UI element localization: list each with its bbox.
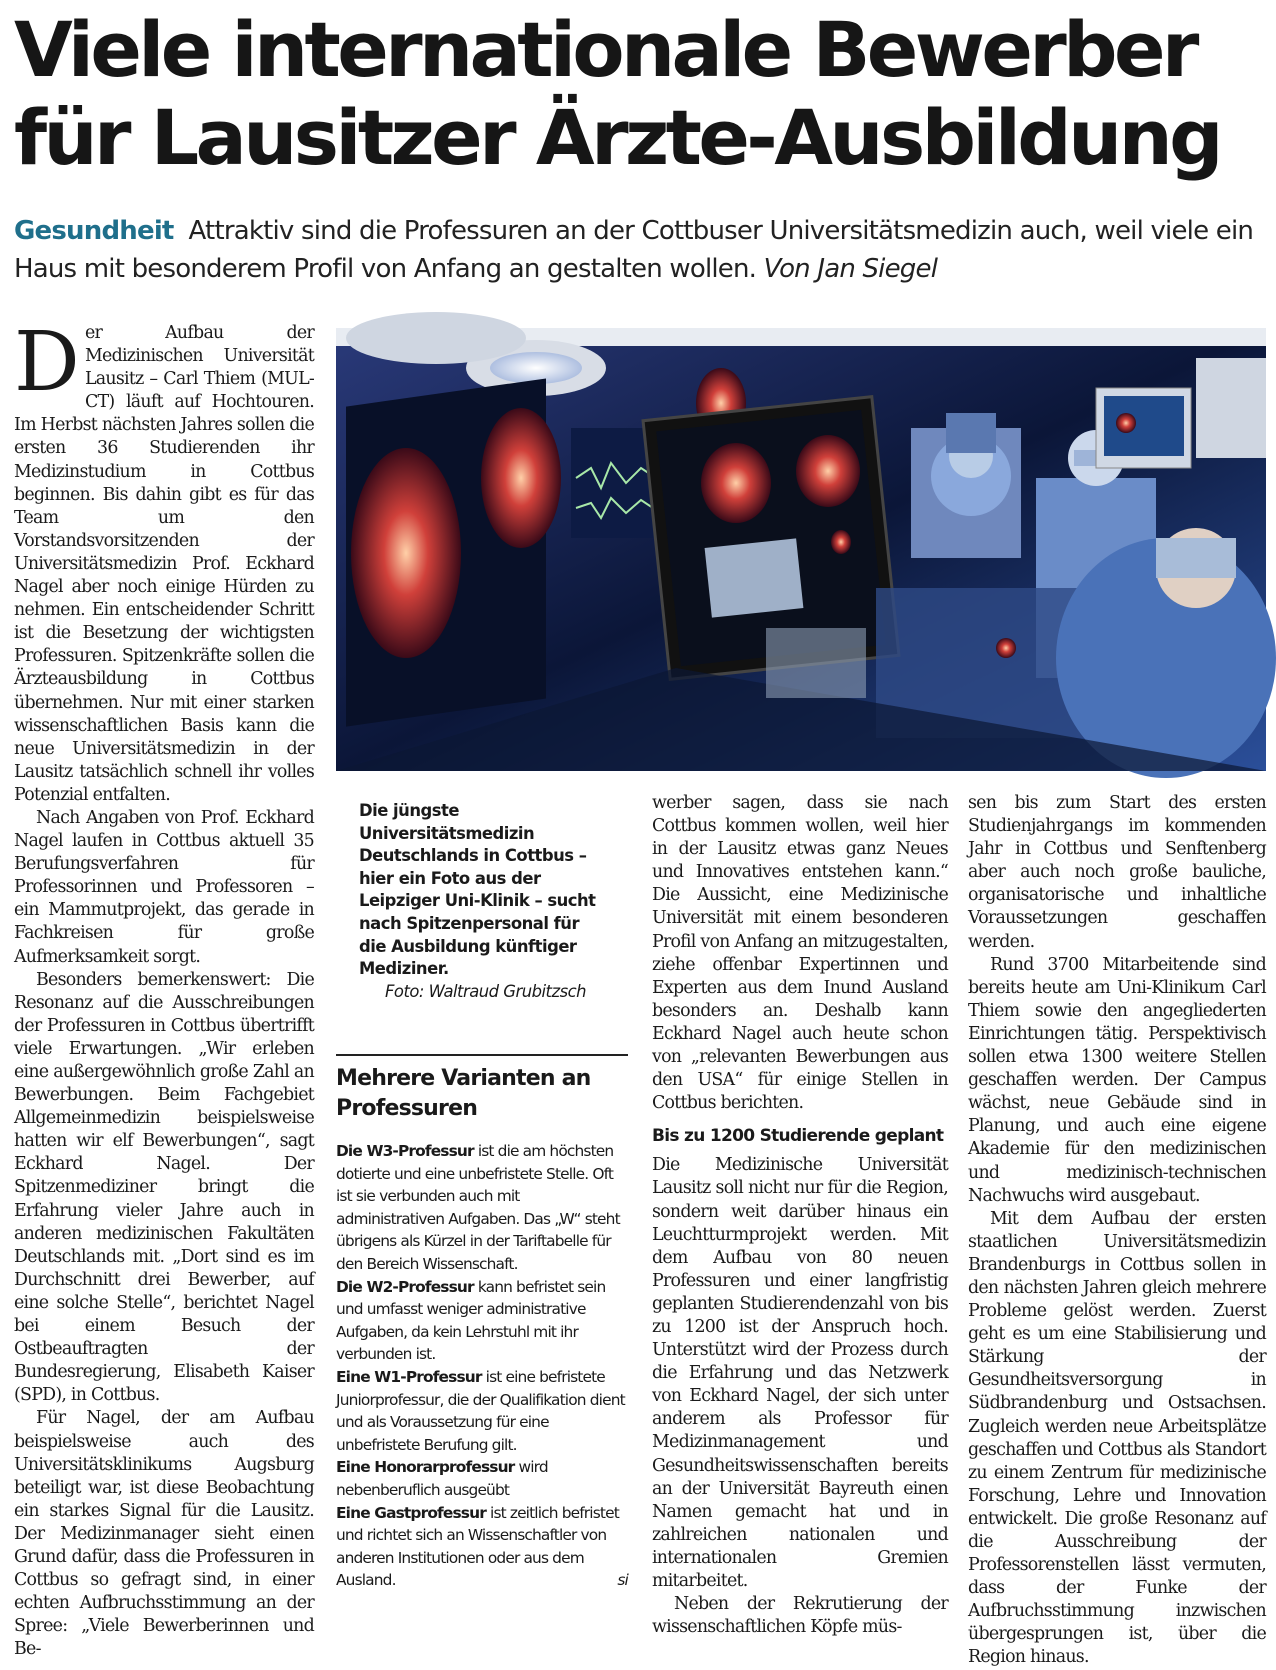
- subheadline: [14, 212, 1264, 288]
- subhead-text: Attraktiv sind die Professuren an der Cottbuser Universitätsmedizin auch, weil viele ein Haus mit besonderem Profil von Anfang an gestalten wollen.: [14, 216, 1254, 284]
- author-initials: si: [617, 1571, 628, 1590]
- headline-line-1: Viele internationale Bewerber: [14, 5, 1196, 94]
- paragraph: Für Nagel, der am Aufbau beispielsweise auch des Universitätsklinikums Augsburg beteiligt war, ist diese Beobachtung ein starkes Signal für die Lausitz. Der Medizinmanager sieht einen Grund dafür, dass die Professuren in Cottbus so gefragt sind, in einer echten Aufbruchsstimmung an der Spree: „Viele Bewerberinnen und Be-: [14, 1408, 314, 1660]
- paragraph: werber sagen, dass sie nach Cottbus kommen wollen, weil hier in der Lausitz etwas ganz Neues und Innovatives entstehen kann.“ Die Aussicht, eine Medizinische Universität mit einem besonderen Profil von Anfang an mitzugestalten, ziehe offenbar Expertinnen und Experten aus dem Inund Ausland besonders an. Deshalb kann Eckhard Nagel auch heute schon von „relevanten Bewerbungen aus den USA“ für einige Stellen in Cottbus berichten.: [652, 793, 948, 1114]
- paragraph: Neben der Rekrutierung der wissenschaftlichen Köpfe müs-: [652, 1594, 948, 1638]
- infobox-item: Eine Honorarprofessur wird nebenberuflich ausgeübt: [336, 1458, 548, 1499]
- article-column-3: [652, 792, 948, 1639]
- lead-paragraph: Der Aufbau der Medizinischen Universität Lausitz – Carl Thiem (MUL-CT) läuft auf Hochtouren. Im Herbst nächsten Jahres sollen die ersten 36 Studierenden ihr Medizinstudium in Cottbus beginnen. Bis dahin gibt es für das Team um den Vorstandsvorsitzenden der Universitätsmedizin Prof. Eckhard Nagel aber noch einige Hürden zu nehmen. Ein entscheidender Schritt ist die Besetzung der wichtigsten Professuren. Spitzenkräfte sollen die Ärzteausbildung in Cottbus übernehmen. Nur mit einer starken wissenschaftlichen Basis kann die neue Universitätsmedizin in der Lausitz tatsächlich schnell ihr volles Potenzial entfalten.: [14, 315, 314, 805]
- paragraph: Rund 3700 Mitarbeitende sind bereits heute am Uni-Klinikum Carl Thiem sowie den angegliederten Einrichtungen tätig. Perspektivisch sollen etwa 1300 weitere Stellen geschaffen werden. Der Campus wächst, neue Gebäude sind in Planung, und auch eine eigene Akademie für den medizinischen und medizinisch-technischen Nachwuchs wird ausgebaut.: [968, 954, 1266, 1206]
- article-column-4: [968, 792, 1266, 1670]
- paragraph: Besonders bemerkenswert: Die Resonanz auf die Ausschreibungen der Professuren in Cottbus übertrifft viele Erwartungen. „Wir erleben eine außergewöhnlich große Zahl an Bewerbungen. Beim Fachgebiet Allgemeinmedizin beispielsweise hatten wir elf Bewerbungen“, sagt Eckhard Nagel. Der Spitzenmediziner bringt die Erfahrung vieler Jahre auch in anderen medizinischen Fakultäten Deutschlands mit. „Dort sind es im Durchschnitt drei Bewerber, auf eine solche Stelle“, berichtet Nagel bei einem Besuch der Ostbeauftragten der Bundesregierung, Elisabeth Kaiser (SPD), in Cottbus.: [14, 969, 314, 1406]
- operating-room-photo: [336, 328, 1266, 771]
- section-subtitle: Bis zu 1200 Studierende geplant: [652, 1126, 944, 1147]
- article-column-1: [14, 315, 314, 1661]
- rubric-label: Gesundheit: [14, 216, 174, 246]
- byline: Von Jan Siegel: [763, 254, 938, 284]
- infobox-rule: [336, 1054, 628, 1056]
- infobox-item: Eine Gastprofessur ist zeitlich befristet und richtet sich an Wissenschaftler von anderen Institutionen oder aus dem Ausland. si: [336, 1502, 628, 1592]
- paragraph: sen bis zum Start des ersten Studienjahrgangs im kommenden Jahr in Cottbus und Senftenberg aber auch noch große bauliche, organisatorische und inhaltliche Voraussetzungen geschaffen werden.: [968, 793, 1266, 952]
- infobox-item: Die W2-Professur kann befristet sein und umfasst weniger administrative Aufgaben, da kein Lehrstuhl mit ihr verbunden ist.: [336, 1277, 606, 1364]
- headline-line-2: für Lausitzer Ärzte-Ausbildung: [14, 93, 1220, 182]
- paragraph: Nach Angaben von Prof. Eckhard Nagel laufen in Cottbus aktuell 35 Berufungsverfahren für Professorinnen und Professoren – ein Mammutprojekt, das gerade in Fachkreisen für große Aufmerksamkeit sorgt.: [14, 807, 314, 967]
- photo-credit: Foto: Waltraud Grubitzsch: [385, 981, 587, 1001]
- dropcap: D: [14, 315, 79, 410]
- infobox-title: Mehrere Varianten an Professuren: [336, 1066, 591, 1121]
- photo-caption: [359, 800, 609, 1003]
- paragraph: Mit dem Aufbau der ersten staatlichen Universitätsmedizin Brandenburgs in Cottbus sollen in den nächsten Jahren gleich mehrere Probleme gelöst werden. Zuerst geht es um eine Stabilisierung und Stärkung der Gesundheitsversorgung in Südbrandenburg und Ostsachsen. Zugleich werden neue Arbeitsplätze geschaffen und Cottbus als Standort zu einem Zentrum für medizinische Forschung, Lehre und Innovation entwickelt. Die große Resonanz auf die Ausschreibung der Professorenstellen lässt vermuten, dass der Funke der Aufbruchsstimmung inzwischen übergesprungen ist, über die Region hinaus.: [968, 1208, 1266, 1668]
- infobox-item: Die W3-Professur ist die am höchsten dotierte und eine unbefristete Stelle. Oft ist sie verbunden auch mit administrativen Aufgaben. Das „W“ steht übrigens als Kürzel in der Tariftabelle für den Bereich Wissenschaft.: [336, 1142, 620, 1273]
- caption-text: Die jüngste Universitätsmedizin Deutschlands in Cottbus – hier ein Foto aus der Leipziger Uni-Klinik – sucht nach Spitzenpersonal für die Ausbildung künftiger Mediziner.: [359, 801, 596, 979]
- infobox-body: [336, 1140, 628, 1592]
- photo-illustration: [336, 328, 1266, 771]
- paragraph: Die Medizinische Universität Lausitz soll nicht nur für die Region, sondern weit darüber hinaus ein Leuchtturmprojekt werden. Mit dem Aufbau von 80 neuen Professuren und einer langfristig geplanten Studierendenzahl von bis zu 1200 ist der Anspruch hoch. Unterstützt wird der Prozess durch die Erfahrung und das Netzwerk von Eckhard Nagel, der sich unter anderem als Professor für Medizinmanagement und Gesundheitswissenschaften bereits an der Universität Bayreuth einen Namen gemacht hat und in zahlreichen nationalen und internationalen Gremien mitarbeitet.: [652, 1155, 948, 1591]
- headline: [14, 6, 1264, 182]
- infobox-item: Eine W1-Professur ist eine befristete Juniorprofessur, die der Qualifikation dient und als Voraussetzung für eine unbefristete Berufung gilt.: [336, 1367, 625, 1454]
